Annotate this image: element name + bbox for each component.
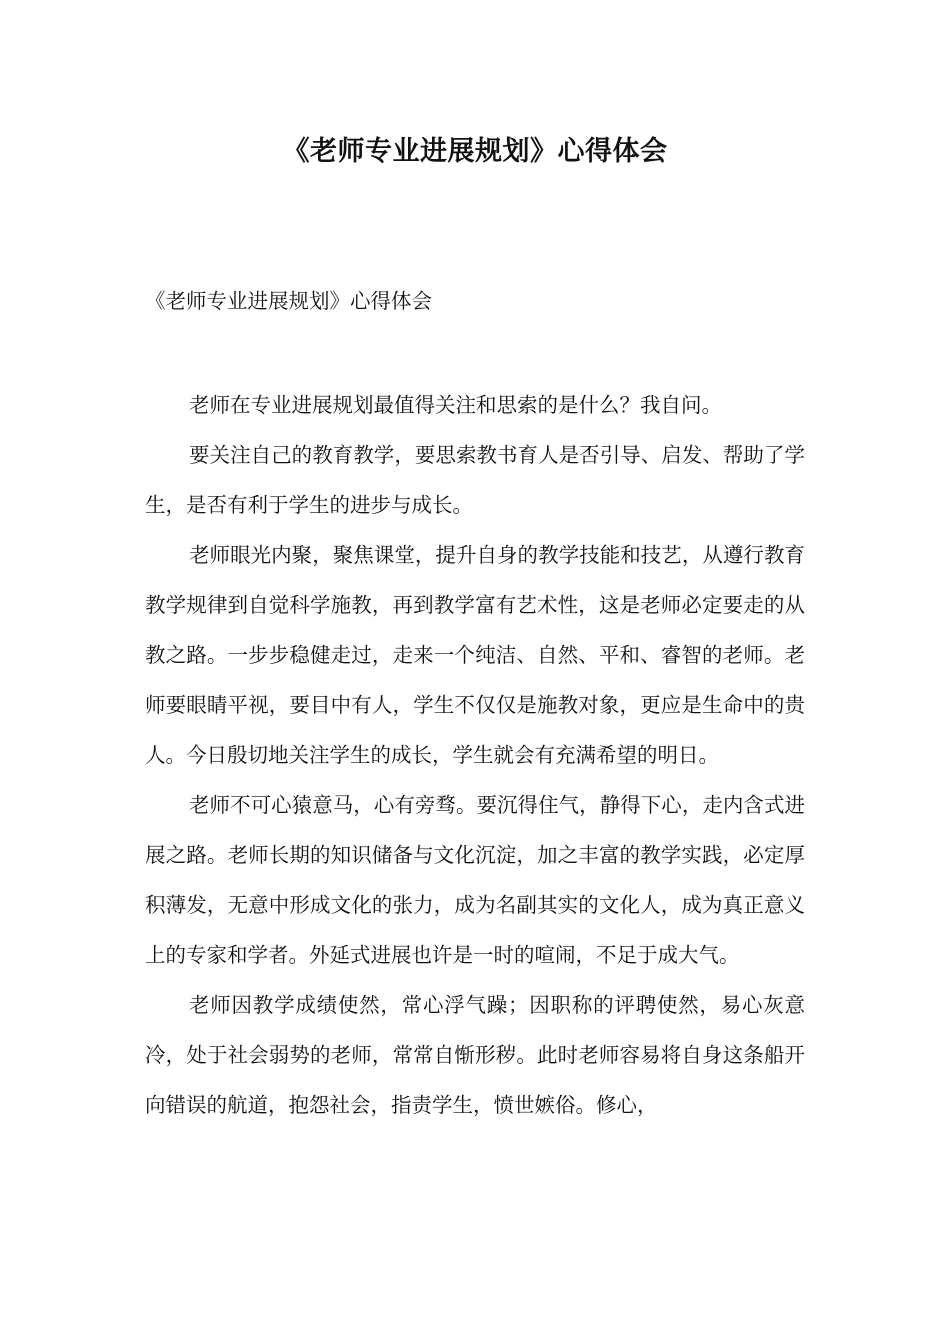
paragraph-3: 老师眼光内聚，聚焦课堂，提升自身的教学技能和技艺，从遵行教育教学规律到自觉科学施教，再到教学富有艺术性，这是老师必定要走的从教之路。一步步稳健走过，走来一个纯洁、自然、平和、睿智的老师。老师要眼睛平视，要目中有人，学生不仅仅是施教对象，更应是生命中的贵人。今日殷切地关注学生的成长，学生就会有充满希望的明日。 — [145, 543, 805, 767]
document-title: 《老师专业进展规划》心得体会 — [282, 136, 668, 167]
paragraph-5: 老师因教学成绩使然，常心浮气躁；因职称的评聘使然，易心灰意冷，处于社会弱势的老师，常常自惭形秽。此时老师容易将自身这条船开向错误的航道，抱怨社会，指责学生，愤世嫉俗。修心， — [145, 993, 805, 1117]
paragraph-2: 要关注自己的教育教学，要思索教书育人是否引导、启发、帮助了学生，是否有利于学生的进步与成长。 — [145, 443, 805, 517]
document-subtitle: 《老师专业进展规划》心得体会 — [145, 289, 432, 313]
paragraph-4: 老师不可心猿意马，心有旁骛。要沉得住气，静得下心，走内含式进展之路。老师长期的知识储备与文化沉淀，加之丰富的教学实践，必定厚积薄发，无意中形成文化的张力，成为名副其实的文化人，成为真正意义上的专家和学者。外延式进展也许是一时的喧闹，不足于成大气。 — [145, 793, 805, 967]
document-body — [145, 380, 805, 1130]
paragraph-1: 老师在专业进展规划最值得关注和思索的是什么？我自问。 — [189, 393, 722, 417]
